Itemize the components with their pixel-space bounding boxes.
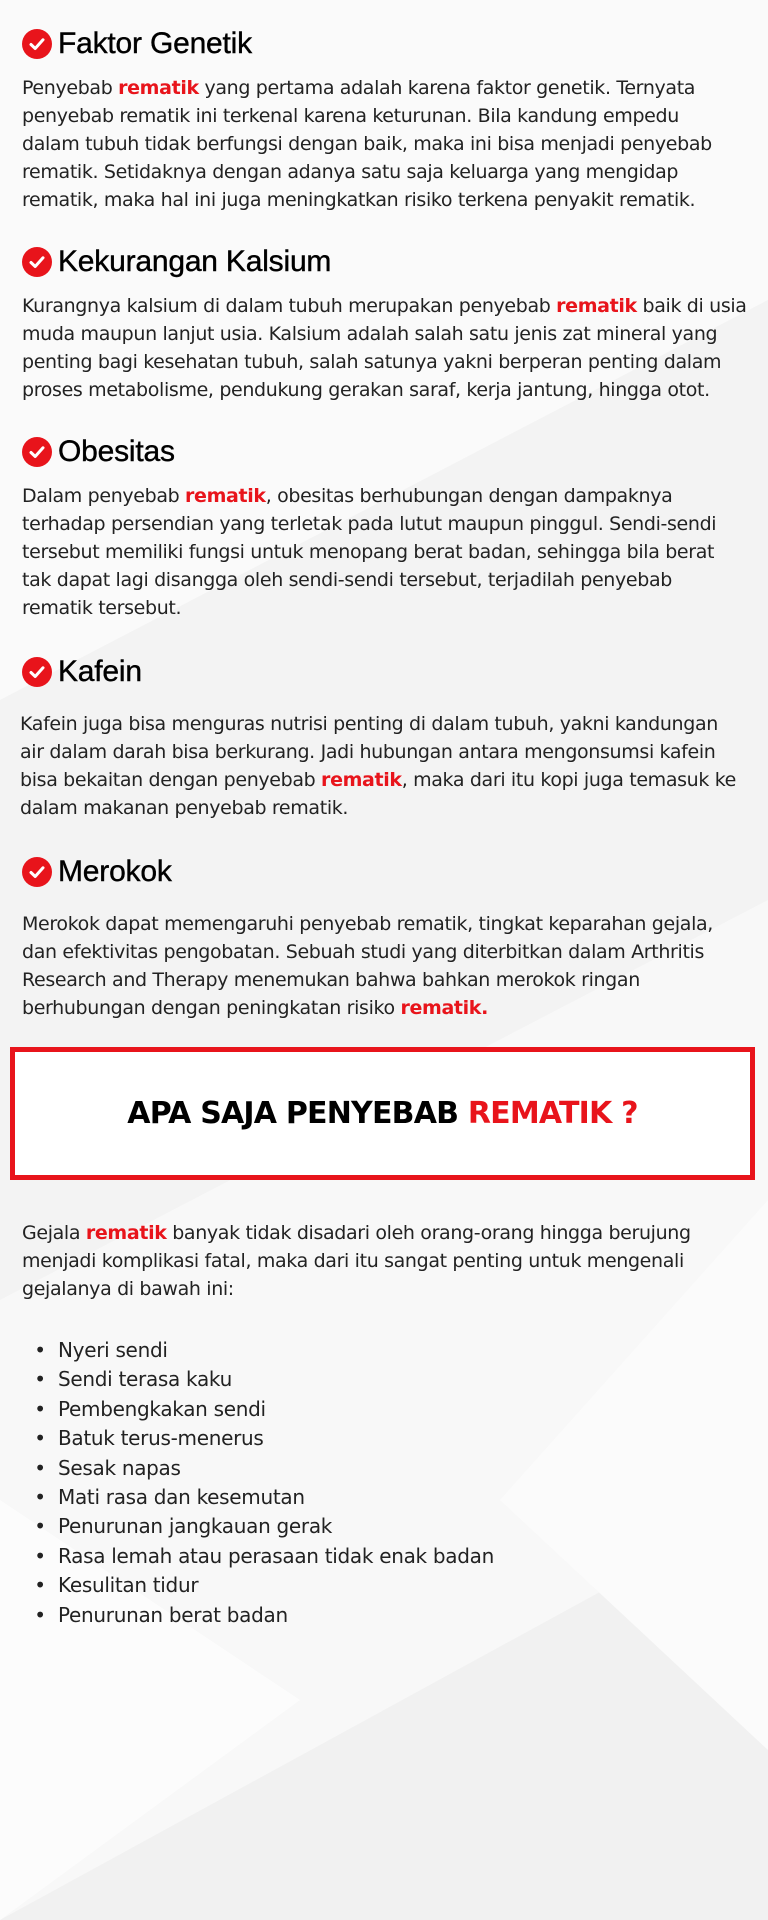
banner-title-prefix: APA SAJA PENYEBAB xyxy=(127,1096,468,1131)
text-segment: Dalam penyebab xyxy=(22,485,186,507)
paragraph-line xyxy=(22,158,748,186)
symptoms-intro xyxy=(22,1219,748,1303)
text-segment: rematik. Setidaknya dengan adanya satu saja keluarga yang mengidap xyxy=(22,161,679,183)
paragraph-line xyxy=(22,348,748,376)
text-segment: tak dapat lagi disangga oleh sendi-sendi tersebut, terjadilah penyebab xyxy=(22,569,672,591)
section-body xyxy=(22,292,748,404)
section-title: Kekurangan Kalsium xyxy=(58,245,332,278)
section-heading xyxy=(22,26,748,62)
text-segment: , obesitas berhubungan dengan dampaknya xyxy=(265,485,673,507)
paragraph-line xyxy=(22,966,748,994)
section-merokok xyxy=(22,854,748,1022)
check-circle-icon xyxy=(22,437,52,467)
symptom-label: Rasa lemah atau perasaan tidak enak badan xyxy=(58,1543,494,1568)
bullet-icon: • xyxy=(34,1367,46,1392)
symptom-item xyxy=(22,1571,494,1600)
bullet-icon: • xyxy=(34,1338,46,1362)
text-segment: Kurangnya kalsium di dalam tubuh merupakan penyebab xyxy=(22,295,557,317)
section-title: Merokok xyxy=(58,855,172,888)
paragraph-line xyxy=(22,594,748,622)
bullet-icon: • xyxy=(34,1543,46,1568)
paragraph-line xyxy=(22,1247,748,1275)
symptom-item xyxy=(22,1454,494,1483)
paragraph-line xyxy=(20,710,748,738)
highlight-keyword: rematik xyxy=(321,769,402,791)
text-segment: Gejala xyxy=(22,1222,86,1244)
symptom-label: Pembengkakan sendi xyxy=(58,1396,266,1421)
section-title: Obesitas xyxy=(58,435,175,468)
text-segment: penting bagi kesehatan tubuh, salah satunya yakni berperan penting dalam xyxy=(22,351,722,373)
text-segment: dalam makanan penyebab rematik. xyxy=(20,797,349,819)
symptom-label: Penurunan berat badan xyxy=(58,1602,288,1627)
text-segment: menjadi komplikasi fatal, maka dari itu sangat penting untuk mengenali xyxy=(22,1250,684,1272)
paragraph-line xyxy=(22,938,748,966)
highlight-keyword: rematik xyxy=(185,485,266,507)
text-segment: , maka dari itu kopi juga temasuk ke xyxy=(401,769,737,791)
text-segment: gejalanya di bawah ini: xyxy=(22,1278,234,1300)
paragraph-line xyxy=(22,510,748,538)
section-faktor-genetik xyxy=(22,26,748,214)
text-segment: Kafein juga bisa menguras nutrisi penting di dalam tubuh, yakni kandungan xyxy=(20,713,718,735)
text-segment: tersebut memiliki fungsi untuk menopang berat badan, sehingga bila berat xyxy=(22,541,715,563)
bullet-icon: • xyxy=(34,1485,46,1510)
symptoms-list xyxy=(22,1336,494,1630)
paragraph-line xyxy=(20,738,748,766)
paragraph xyxy=(22,74,748,214)
section-heading xyxy=(22,244,748,280)
text-segment: air dalam darah bisa berkurang. Jadi hubungan antara mengonsumsi kafein xyxy=(20,741,716,763)
paragraph-line xyxy=(20,766,748,794)
text-segment: Penyebab xyxy=(22,77,119,99)
banner-title xyxy=(127,1096,637,1131)
paragraph-line xyxy=(22,186,748,214)
banner-box xyxy=(10,1047,755,1180)
section-heading xyxy=(22,654,748,690)
text-segment: bisa bekaitan dengan penyebab xyxy=(20,769,322,791)
bullet-icon: • xyxy=(34,1455,46,1480)
section-heading xyxy=(22,434,748,470)
paragraph-line xyxy=(22,994,748,1022)
paragraph-line xyxy=(22,910,748,938)
symptom-label: Mati rasa dan kesemutan xyxy=(58,1485,305,1510)
paragraph-line xyxy=(22,74,748,102)
text-segment: dan efektivitas pengobatan. Sebuah studi yang diterbitkan dalam Arthritis xyxy=(22,941,705,963)
check-circle-icon xyxy=(22,247,52,277)
symptom-item xyxy=(22,1365,494,1394)
bullet-icon: • xyxy=(34,1396,46,1421)
symptom-item xyxy=(22,1336,494,1365)
section-obesitas xyxy=(22,434,748,622)
text-segment: baik di usia xyxy=(636,295,747,317)
check-circle-icon xyxy=(22,29,52,59)
paragraph-line xyxy=(22,482,748,510)
highlight-keyword: rematik xyxy=(118,77,199,99)
text-segment: banyak tidak disadari oleh orang-orang hingga berujung xyxy=(166,1222,691,1244)
symptom-item xyxy=(22,1483,494,1512)
symptom-label: Penurunan jangkauan gerak xyxy=(58,1514,333,1539)
highlight-keyword: rematik. xyxy=(400,997,488,1019)
text-segment: Merokok dapat memengaruhi penyebab rematik, tingkat keparahan gejala, xyxy=(22,913,713,935)
section-body xyxy=(22,910,748,1022)
text-segment: yang pertama adalah karena faktor genetik. Ternyata xyxy=(198,77,696,99)
paragraph xyxy=(22,1219,748,1303)
symptom-item xyxy=(22,1601,494,1630)
symptom-item xyxy=(22,1542,494,1571)
section-body xyxy=(22,482,748,622)
section-body xyxy=(22,710,748,822)
text-segment: berhubungan dengan peningkatan risiko xyxy=(22,997,401,1019)
section-heading xyxy=(22,854,748,890)
paragraph-line xyxy=(22,538,748,566)
text-segment: Research and Therapy menemukan bahwa bahkan merokok ringan xyxy=(22,969,640,991)
check-circle-icon xyxy=(22,657,52,687)
symptom-label: Batuk terus-menerus xyxy=(58,1426,264,1451)
text-segment: terhadap persendian yang terletak pada lutut maupun pinggul. Sendi-sendi xyxy=(22,513,717,535)
text-segment: penyebab rematik ini terkenal karena keturunan. Bila kandung empedu xyxy=(22,105,679,127)
bullet-icon: • xyxy=(34,1426,46,1451)
banner-title-highlight: REMATIK ? xyxy=(467,1096,638,1131)
symptom-label: Sendi terasa kaku xyxy=(58,1367,232,1392)
bullet-icon: • xyxy=(34,1602,46,1627)
text-segment: rematik, maka hal ini juga meningkatkan risiko terkena penyakit rematik. xyxy=(22,189,696,211)
section-kafein xyxy=(22,654,748,822)
paragraph xyxy=(20,710,748,822)
section-title: Faktor Genetik xyxy=(58,27,252,60)
paragraph xyxy=(22,910,748,1022)
paragraph-line xyxy=(20,794,748,822)
symptom-label: Nyeri sendi xyxy=(58,1338,168,1362)
paragraph-line xyxy=(22,320,748,348)
paragraph xyxy=(22,292,748,404)
section-title: Kafein xyxy=(58,655,142,688)
symptom-label: Sesak napas xyxy=(58,1455,181,1480)
highlight-keyword: rematik xyxy=(85,1222,167,1244)
symptom-item xyxy=(22,1424,494,1453)
symptom-label: Kesulitan tidur xyxy=(58,1573,199,1598)
text-segment: dalam tubuh tidak berfungsi dengan baik, maka ini bisa menjadi penyebab xyxy=(22,133,712,155)
paragraph-line xyxy=(22,1219,748,1247)
symptom-item xyxy=(22,1512,494,1541)
check-circle-icon xyxy=(22,857,52,887)
paragraph-line xyxy=(22,292,748,320)
highlight-keyword: rematik xyxy=(556,295,637,317)
paragraph-line xyxy=(22,102,748,130)
bullet-icon: • xyxy=(34,1514,46,1539)
text-segment: muda maupun lanjut usia. Kalsium adalah salah satu jenis zat mineral yang xyxy=(22,323,718,345)
text-segment: rematik tersebut. xyxy=(22,597,182,619)
paragraph xyxy=(22,482,748,622)
paragraph-line xyxy=(22,130,748,158)
section-kekurangan-kalsium xyxy=(22,244,748,404)
paragraph-line xyxy=(22,1275,748,1303)
section-body xyxy=(22,74,748,214)
paragraph-line xyxy=(22,376,748,404)
text-segment: proses metabolisme, pendukung gerakan saraf, kerja jantung, hingga otot. xyxy=(22,379,710,401)
bullet-icon: • xyxy=(34,1573,46,1598)
symptom-item xyxy=(22,1395,494,1424)
paragraph-line xyxy=(22,566,748,594)
